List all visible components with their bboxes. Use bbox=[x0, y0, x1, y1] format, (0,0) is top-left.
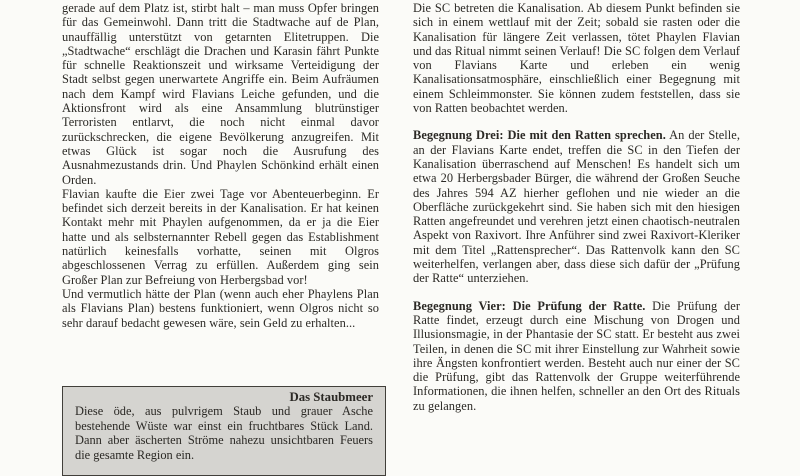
right-column bbox=[413, 1, 740, 413]
encounter-four-heading: Begegnung Vier: Die Prüfung der Ratte. bbox=[413, 298, 646, 313]
encounter-four-clipped-line: des Rituals zu gelangen. bbox=[413, 384, 740, 413]
left-column bbox=[62, 1, 379, 330]
paragraph-plan: Und vermutlich hätte der Plan (wenn auch eher Phaylens Plan als Flavians Plan) bestens funktioniert, wenn Olgros nicht so sehr darauf bedacht gewesen wäre, sein Geld zu erhalten... bbox=[62, 286, 379, 330]
encounter-three-text: An der Stelle, an der Flavians Karte endet, treffen die SC in den Tiefen der Kanalisation überraschend auf Menschen! Es handelt sich um etwa 20 Herbergsbader Bürger, die während der Großen Seuche des Jahres 594 AZ hierher geflohen und nie wieder an die Oberfläche zurückgekehrt sind. Sie haben sich mit den hiesigen Ratten angefreundet und verehren jetzt einen chaotisch-neutralen Aspekt von Raxivort. Ihre Anführer sind zwei Raxivort-Kleriker mit dem Titel „Rattensprecher“. Das Rattenvolk kann den SC weiterhelfen, verlangen aber, dass diese sich dafür der „Prüfung der Ratte“ unterziehen. bbox=[413, 128, 740, 286]
staubmeer-sidebar-box bbox=[62, 386, 386, 476]
sidebar-box-clipped-line: Feuers die gesamte Region ein. bbox=[75, 433, 373, 462]
sidebar-box-title: Das Staubmeer bbox=[289, 390, 373, 404]
paragraph-kanalisation: Die SC betreten die Kanalisation. Ab diesem Punkt befinden sie sich in einem wettlauf mit der Zeit; sobald sie rasten oder die Kanalisation für längere Zeit verlassen, tötet Phaylen Flavian und das Ritual nimmt seinen Verlauf! Die SC folgen dem Verlauf von Flavians Karte und erleben ein wenig Kanalisationsatmosphäre, einschließlich einer Begegnung mit einem Schleimmonster. Sie können zudem feststellen, dass sie von Ratten beobachtet werden. bbox=[413, 1, 740, 116]
paragraph-flavian: Flavian kaufte die Eier zwei Tage vor Abenteuerbeginn. Er befindet sich derzeit bereits in der Kanalisation. Er hat keinen Kontakt mehr mit Phaylen aufgenommen, da er ja die Eier hatte und als selbsternannter Rebell gegen das Establishment natürlich keinesfalls vorhatte, seinen mit Olgros abgeschlossenen Verrag zu erfüllen. Außerdem ging sein Großer Plan zur Befreiung von Herbergsbad vor! bbox=[62, 186, 379, 287]
paragraph-begegnung-drei bbox=[413, 128, 740, 285]
encounter-three-heading: Begegnung Drei: Die mit den Ratten sprechen. bbox=[413, 128, 666, 143]
sidebar-box-body-text: Diese öde, aus pulvrigem Staub und grauer Asche bestehende Wüste war einst ein fruchtbares Stück Land. Dann aber äscherten Ströme nahezu unsichtbaren bbox=[75, 404, 373, 448]
sidebar-box-body bbox=[75, 404, 373, 462]
paragraph-stadtwache: gerade auf dem Platz ist, stirbt halt – man muss Opfer bringen für das Gemeinwohl. Dann tritt die Stadtwache auf de Plan, unauffällig unterstützt von getarnten Elitetruppen. Die „Stadtwache“ erschlägt die Drachen und Karasin fährt Punkte für schnelle Reaktionszeit und wirksame Verteidigung der Stadt selbst gegen unerwartete Angriffe ein. Beim Aufräumen nach dem Kampf wird Flavians Leiche gefunden, und die Aktionsfront wird als eine Ansammlung blutrünstiger Terroristen entlarvt, die noch nicht einmal davor zurückschrecken, die eigene Bevölkerung anzugreifen. Mit etwas Glück ist sogar noch die Ausrufung des Ausnahmezustands drin. Und Phaylen Schönkind erhält einen Orden. bbox=[62, 1, 379, 187]
encounter-four-text: Die Prüfung der Ratte findet, erzeugt durch eine Mischung von Drogen und Illusionsmagie, in der Phantasie der SC statt. Er besteht aus zwei Teilen, in denen die SC mit ihrer Einstellung zur Wahrheit sowie ihre Ängsten konfrontiert werden. Besteht auch nur einer der SC die Prüfung, gibt das Rattenvolk der Gruppe weiterführende Informationen, die ihnen helfen, schneller an den Ort bbox=[413, 298, 740, 399]
paragraph-begegnung-vier bbox=[413, 299, 740, 413]
